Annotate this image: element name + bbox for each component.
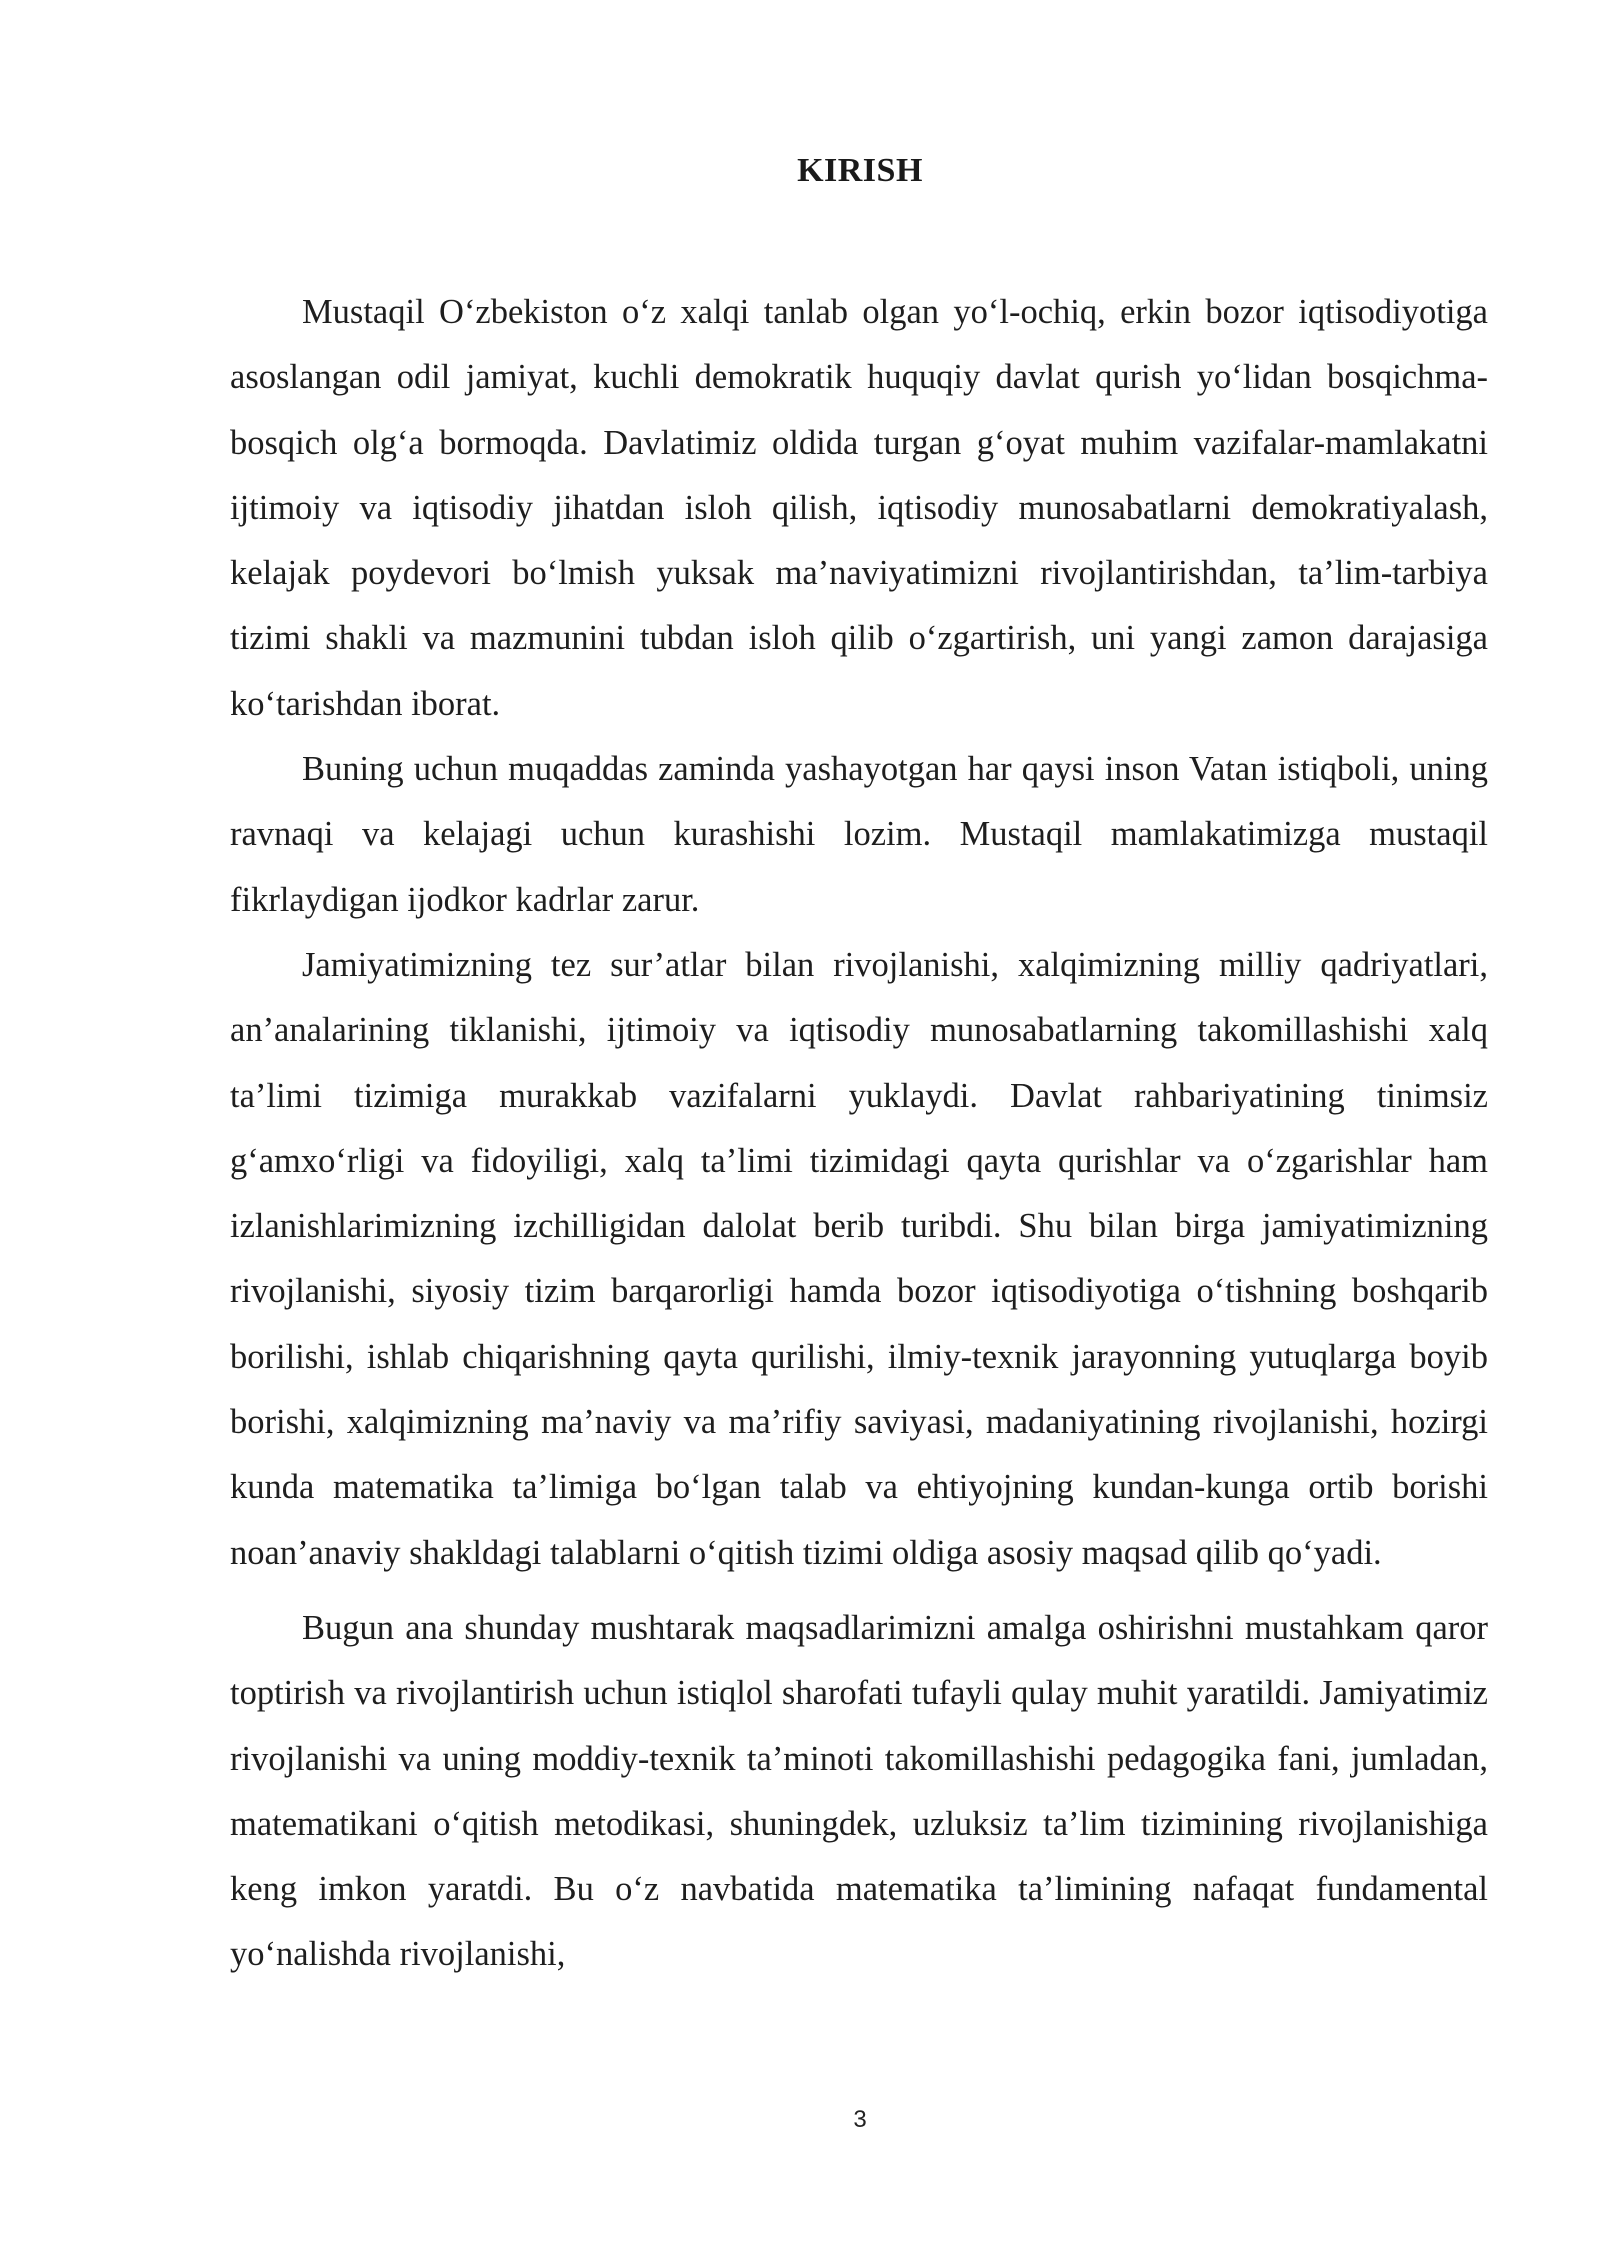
paragraph-1: Mustaqil O‘zbekiston o‘z xalqi tanlab olgan yo‘l-ochiq, erkin bozor iqtisodiyotiga asoslangan odil jamiyat, kuchli demokratik huquqiy davlat qurish yo‘lidan bosqichma-bosqich olg‘a bormoqda. Davlatimiz oldida turgan g‘oyat muhim vazifalar-mamlakatni ijtimoiy va iqtisodiy jihatdan isloh qilish, iqtisodiy munosabatlarni demokratiyalash, kelajak poydevori bo‘lmish yuksak ma’naviyatimizni rivojlantirishdan, ta’lim-tarbiya tizimi shakli va mazmunini tubdan isloh qilib o‘zgartirish, uni yangi zamon darajasiga ko‘tarishdan iborat. <box>230 293 1488 723</box>
paragraph-3: Jamiyatimizning tez sur’atlar bilan rivojlanishi, xalqimizning milliy qadriyatlari, an’analarining tiklanishi, ijtimoiy va iqtisodiy munosabatlarning takomillashishi xalq ta’limi tizimiga murakkab vazifalarni yuklaydi. Davlat rahbariyatining tinimsiz g‘amxo‘rligi va fidoyiligi, xalq ta’limi tizimidagi qayta qurishlar va o‘zgarishlar ham izlanishlarimizning izchilligidan dalolat berib turibdi. Shu bilan birga jamiyatimizning rivojlanishi, siyosiy tizim barqarorligi hamda bozor iqtisodiyotiga o‘tishning boshqarib borilishi, ishlab chiqarishning qayta qurilishi, ilmiy-texnik jarayonning yutuqlarga boyib borishi, xalqimizning ma’naviy va ma’rifiy saviyasi, madaniyatining rivojlanishi, hozirgi kunda matematika ta’limiga bo‘lgan talab va ehtiyojning kundan-kunga ortib borishi noan’anaviy shakldagi talablarni o‘qitish tizimi oldiga asosiy maqsad qilib qo‘yadi. <box>230 945 1488 1572</box>
body-text <box>230 280 1488 1988</box>
paragraph-2: Buning uchun muqaddas zaminda yashayotgan har qaysi inson Vatan istiqboli, uning ravnaqi va kelajagi uchun kurashishi lozim. Mustaqil mamlakatimizga mustaqil fikrlaydigan ijodkor kadrlar zarur. <box>230 750 1488 919</box>
page-title: KIRISH <box>797 152 923 189</box>
paragraph-4: Bugun ana shunday mushtarak maqsadlarimizni amalga oshirishni mustahkam qaror toptirish va rivojlantirish uchun istiqlol sharofati tufayli qulay muhit yaratildi. Jamiyatimiz rivojlanishi va uning moddiy-texnik ta’minoti takomillashishi pedagogika fani, jumladan, matematikani o‘qitish metodikasi, shuningdek, uzluksiz ta’lim tizimining rivojlanishiga keng imkon yaratdi. Bu o‘z navbatida matematika ta’limining nafaqat fundamental yo‘nalishda rivojlanishi, <box>230 1608 1488 1974</box>
page-number: 3 <box>853 2106 867 2133</box>
